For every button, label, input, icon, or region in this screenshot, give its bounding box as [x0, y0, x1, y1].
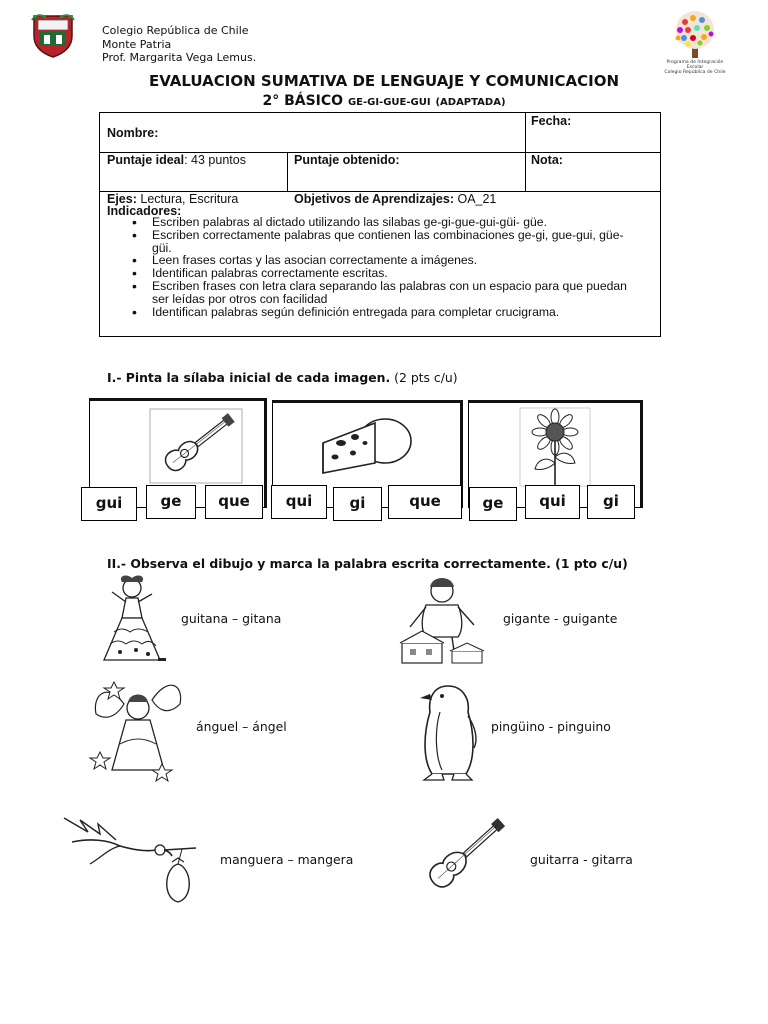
indicador-item: • Escriben palabras al dictado utilizando las silabas ge-gi-gue-gui-güi- güe. — [128, 216, 638, 229]
syllable-option-ge[interactable]: ge — [469, 487, 517, 521]
school-crest-logo — [30, 12, 76, 58]
indicadores-label: Indicadores: — [107, 204, 182, 218]
student-info-table — [99, 112, 661, 337]
syllable-option-qui[interactable]: qui — [271, 485, 327, 519]
nombre-label: Nombre: — [107, 126, 159, 140]
syllables-label: GE-GI-GUE-GUI — [347, 97, 431, 108]
nota-label: Nota: — [531, 153, 563, 167]
syllable-option-que[interactable]: que — [205, 485, 263, 519]
objetivos — [294, 192, 496, 206]
section-1-points: (2 pts c/u) — [390, 370, 458, 385]
fecha-label: Fecha: — [531, 114, 572, 128]
word-pair-3[interactable]: ánguel – ángel — [196, 719, 287, 734]
logo-caption-1: Programa de Integración Escolar — [666, 60, 724, 70]
ejes-label: Ejes: — [107, 192, 137, 206]
guitar-icon — [414, 812, 518, 896]
grade-label: 2° BÁSICO — [262, 93, 344, 109]
syllable-option-qui[interactable]: qui — [525, 485, 580, 519]
section-1-title — [107, 370, 458, 385]
syllable-option-que[interactable]: que — [388, 485, 462, 519]
section-1-instruction: I.- Pinta la sílaba inicial de cada imagen. — [107, 370, 391, 385]
word-pair-5[interactable]: manguera – mangera — [220, 852, 354, 867]
syllable-option-gi[interactable]: gi — [587, 485, 635, 519]
puntaje-ideal-value: : 43 puntos — [184, 153, 246, 167]
sunflower-icon — [519, 407, 591, 487]
exam-title: EVALUACION SUMATIVA DE LENGUAJE Y COMUNICACION — [148, 72, 620, 90]
exam-subtitle — [0, 93, 768, 109]
gypsy-dancer-icon — [92, 574, 172, 666]
indicador-item: • Leen frases cortas y las asocian correctamente a imágenes. — [128, 254, 638, 267]
adapted-label: (ADAPTADA) — [435, 97, 506, 108]
angel-icon — [88, 674, 188, 788]
school-city: Monte Patria — [102, 37, 172, 51]
tree-icon — [660, 10, 730, 60]
word-pair-6[interactable]: guitarra - gitarra — [530, 852, 633, 867]
giant-icon — [392, 575, 492, 667]
school-info — [102, 24, 256, 65]
penguin-icon — [418, 682, 480, 782]
puntaje-ideal — [107, 153, 246, 167]
objetivos-value: OA_21 — [454, 192, 497, 206]
teacher-name: Prof. Margarita Vega Lemus. — [102, 51, 257, 64]
puntaje-ideal-label: Puntaje ideal — [107, 153, 185, 167]
word-pair-1[interactable]: guitana – gitana — [181, 611, 282, 626]
indicador-item: • Identifican palabras según definición entregada para completar crucigrama. — [128, 306, 638, 319]
indicador-item: • Escriben correctamente palabras que contienen las combinaciones ge-gi, gue-gui, güe-güi. — [128, 229, 638, 255]
objetivos-label: Objetivos de Aprendizajes: — [294, 192, 454, 206]
indicador-item: • Escriben frases con letra clara separando las palabras con un espacio para que puedan ser leídas por otros con facilidad — [128, 280, 638, 306]
school-name: Colegio República de Chile — [102, 24, 249, 37]
indicadores-list — [128, 216, 638, 318]
indicador-item: • Identifican palabras correctamente escritas. — [128, 267, 638, 280]
syllable-option-gui[interactable]: gui — [81, 487, 137, 521]
word-pair-4[interactable]: pingüino - pinguino — [491, 719, 611, 734]
guitar-icon — [148, 407, 244, 485]
word-pair-2[interactable]: gigante - guigante — [503, 611, 618, 626]
syllable-option-ge[interactable]: ge — [146, 485, 196, 519]
syllable-option-gi[interactable]: gi — [333, 487, 382, 521]
stork-icon — [60, 812, 200, 912]
cheese-icon — [315, 413, 415, 479]
logo-caption-2: Colegio República de Chile — [664, 70, 726, 75]
ejes-value: Lectura, Escritura — [136, 192, 239, 206]
puntaje-obtenido-label: Puntaje obtenido: — [294, 153, 400, 167]
section-2-title: II.- Observa el dibujo y marca la palabra escrita correctamente. (1 pto c/u) — [107, 556, 628, 571]
